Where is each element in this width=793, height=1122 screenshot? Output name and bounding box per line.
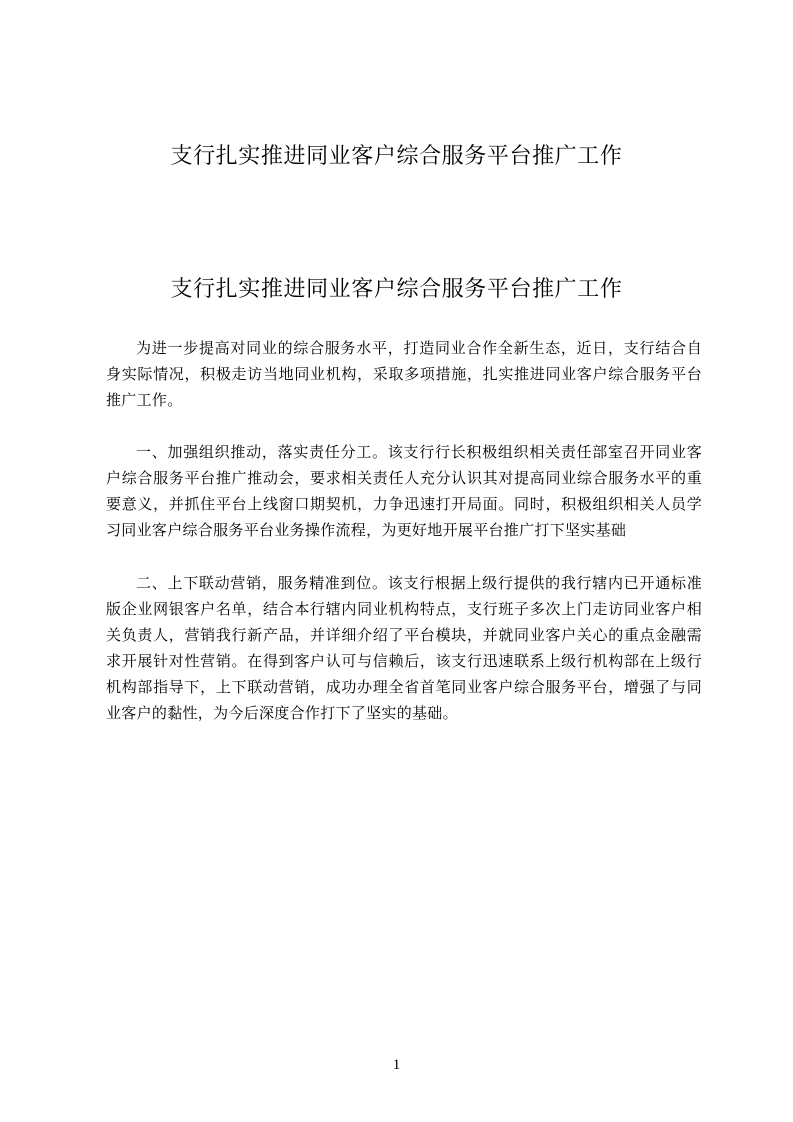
document-header-title: 支行扎实推进同业客户综合服务平台推广工作 [170, 144, 623, 169]
paragraph-organization: 一、加强组织推动，落实责任分工。该支行行长积极组织相关责任部室召开同业客户综合服务平台推广推动会，要求相关责任人充分认识其对提高同业综合服务水平的重要意义，并抓住平台上线窗口期契机，力争迅速打开局面。同时，积极组织相关人员学习同业客户综合服务平台业务操作流程，为更好地开展平台推广打下坚实基础 [106, 443, 702, 539]
paragraph-intro: 为进一步提高对同业的综合服务水平，打造同业合作全新生态，近日，支行结合自身实际情况，积极走访当地同业机构，采取多项措施，扎实推进同业客户综合服务平台推广工作。 [106, 339, 702, 409]
paragraph-marketing: 二、上下联动营销，服务精准到位。该支行根据上级行提供的我行辖内已开通标准版企业网银客户名单，结合本行辖内同业机构特点，支行班子多次上门走访同业客户相关负责人，营销我行新产品，并详细介绍了平台模块，并就同业客户关心的重点金融需求开展针对性营销。在得到客户认可与信赖后，该支行迅速联系上级行机构部在上级行机构部指导下，上下联动营销，成功办理全省首笔同业客户综合服务平台，增强了与同业客户的黏性，为今后深度合作打下了坚实的基础。 [106, 574, 702, 722]
document-title: 支行扎实推进同业客户综合服务平台推广工作 [170, 277, 623, 302]
page-number: 1 [392, 1057, 401, 1073]
